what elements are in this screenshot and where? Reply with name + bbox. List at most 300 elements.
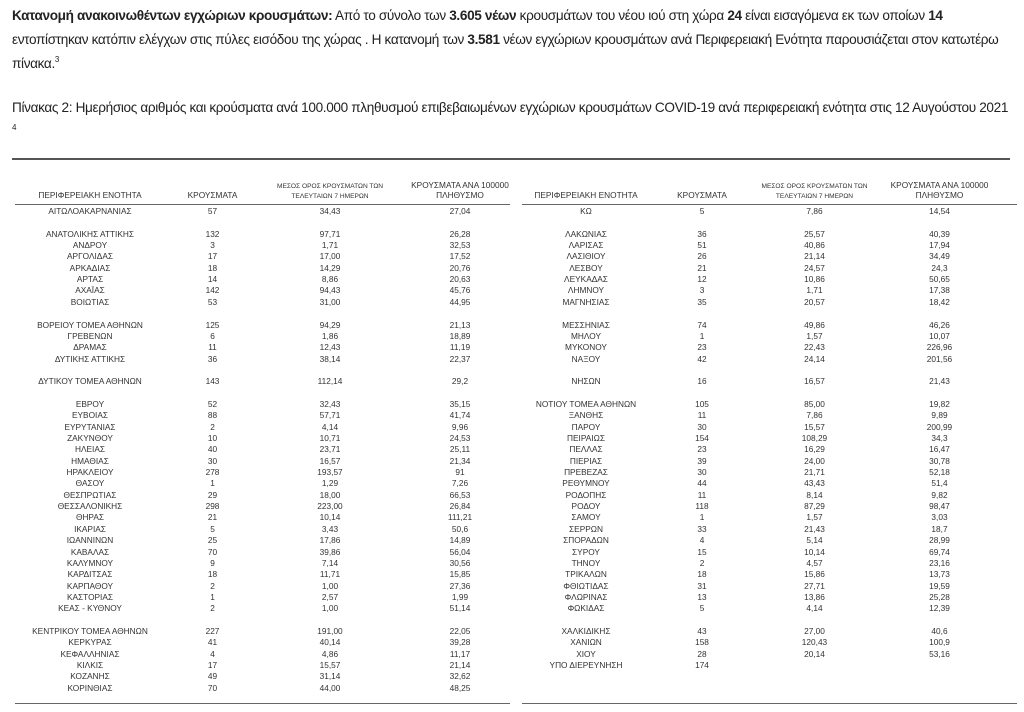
region-name: ΦΩΚΙΔΑΣ [567, 603, 605, 614]
avg-7-days: 2,57 [321, 591, 339, 602]
region-name: ΙΩΑΝΝΙΝΩΝ [66, 535, 114, 546]
region-name: ΑΡΓΟΛΙΔΑΣ [67, 251, 113, 262]
region-name: ΗΛΕΙΑΣ [74, 444, 106, 455]
cases-per-100k: 16,47 [929, 444, 950, 455]
header-cases: ΚΡΟΥΣΜΑΤΑ [677, 190, 727, 200]
avg-7-days: 85,00 [804, 398, 825, 409]
region-name: ΚΩ [580, 206, 592, 216]
cases: 74 [697, 319, 707, 330]
avg-7-days: 20,57 [804, 296, 825, 307]
region-name: ΚΑΛΥΜΝΟΥ [66, 557, 114, 568]
avg-7-days: 24,14 [804, 353, 825, 364]
cases: 1 [210, 478, 215, 489]
cases-per-100k: 24,3 [931, 262, 948, 273]
table-row [15, 274, 510, 285]
cases-per-100k: 40,6 [931, 625, 948, 636]
caption-text: Πίνακας 2: Ημερήσιος αριθμός και κρούσματα ανά 100.000 πληθυσμού επιβεβαιωμένων εγχώριων κρουσμάτων COVID-19 ανά περιφερειακή ενότητα στις 12 Αυγούστου 2021 [12, 100, 1009, 115]
cases: 3 [699, 285, 705, 296]
table-row [522, 512, 1017, 523]
cases: 36 [207, 353, 218, 364]
cases: 21 [207, 512, 218, 523]
cases-per-100k: 27,36 [449, 580, 471, 591]
cases-per-100k: 66,53 [449, 489, 471, 500]
cases-per-100k: 17,94 [929, 240, 950, 251]
table-row [15, 637, 510, 648]
avg-7-days: 15,57 [319, 660, 341, 670]
table-row [15, 206, 510, 217]
avg-7-days: 27,00 [804, 625, 825, 636]
cases-per-100k: 7,26 [451, 478, 469, 489]
cases-per-100k: 50,65 [929, 274, 950, 285]
cases: 5 [699, 206, 705, 216]
avg-7-days: 7,14 [321, 557, 339, 568]
table-row [15, 535, 510, 546]
region-name: ΘΕΣΣΑΛΟΝΙΚΗΣ [57, 501, 123, 512]
region-name: ΜΥΚΟΝΟΥ [565, 342, 607, 353]
header-cases-per-100k: ΚΡΟΥΣΜΑΤΑ ΑΝΑ 100000 ΠΛΗΘΥΣΜΟ [411, 180, 509, 200]
avg-7-days: 40,86 [804, 240, 825, 251]
region-name: ΘΗΡΑΣ [75, 512, 105, 523]
table-row [522, 660, 1017, 671]
table-row [522, 240, 1017, 251]
region-name: ΚΑΡΔΙΤΣΑΣ [67, 569, 113, 580]
cases: 3 [210, 240, 215, 251]
region-name: ΜΕΣΣΗΝΙΑΣ [562, 319, 610, 330]
table-row [15, 229, 510, 240]
cases: 53 [207, 296, 218, 307]
cases: 36 [697, 228, 707, 239]
region-name: ΡΟΔΟΠΗΣ [565, 489, 607, 500]
cases: 278 [205, 467, 220, 478]
avg-7-days: 10,86 [804, 274, 825, 285]
region-name: ΧΙΟΥ [576, 648, 596, 659]
total-cases: 3.605 νέων [449, 8, 517, 23]
table-row [15, 331, 510, 342]
cases-per-100k: 25,28 [929, 591, 950, 602]
avg-7-days: 23,71 [319, 444, 341, 455]
cases: 42 [697, 353, 707, 364]
region-name: ΚΕΝΤΡΙΚΟΥ ΤΟΜΕΑ ΑΘΗΝΩΝ [32, 625, 148, 636]
cases-per-100k: 21,13 [449, 319, 471, 330]
region-name: ΣΕΡΡΩΝ [569, 523, 603, 534]
cases-per-100k: 14,54 [929, 206, 950, 216]
cases: 39 [697, 455, 707, 466]
table-row [15, 320, 510, 331]
region-name: ΚΕΡΚΥΡΑΣ [68, 637, 112, 648]
cases-per-100k: 17,52 [449, 251, 471, 262]
table-row [522, 535, 1017, 546]
table-row [522, 581, 1017, 592]
cases: 29 [207, 489, 218, 500]
cases-per-100k: 20,76 [449, 262, 471, 273]
cases: 4 [699, 535, 705, 546]
table-row [522, 285, 1017, 296]
region-name: ΘΕΣΠΡΩΤΙΑΣ [63, 489, 117, 500]
region-name: ΗΜΑΘΙΑΣ [71, 455, 109, 466]
region-name: ΣΠΟΡΑΔΩΝ [563, 535, 609, 546]
cases-per-100k: 30,78 [929, 455, 950, 466]
cases: 16 [697, 376, 707, 387]
cases-per-100k: 69,74 [929, 546, 950, 557]
cases-per-100k: 34,49 [929, 251, 950, 262]
avg-7-days: 97,71 [319, 228, 341, 239]
cases: 23 [697, 444, 707, 455]
avg-7-days: 4,57 [806, 557, 823, 568]
cases: 14 [207, 274, 218, 285]
avg-7-days: 87,29 [804, 501, 825, 512]
header-cases-per-100k: ΚΡΟΥΣΜΑΤΑ ΑΝΑ 100000 ΠΛΗΘΥΣΜΟ [890, 180, 989, 200]
table-row [15, 660, 510, 671]
table-row [15, 478, 510, 489]
region-name: ΞΑΝΘΗΣ [568, 410, 604, 421]
table-row [522, 456, 1017, 467]
avg-7-days: 17,00 [319, 251, 341, 262]
region-name: ΛΗΜΝΟΥ [567, 285, 605, 296]
table-row [522, 206, 1017, 217]
avg-7-days: 18,00 [319, 489, 341, 500]
cases: 51 [697, 240, 707, 251]
avg-7-days: 21,71 [804, 467, 825, 478]
cases: 11 [697, 410, 707, 421]
cases-per-100k: 15,85 [449, 569, 471, 580]
cases: 33 [697, 523, 707, 534]
avg-7-days: 223,00 [317, 501, 343, 512]
avg-7-days: 94,43 [319, 285, 341, 296]
table-row [522, 569, 1017, 580]
cases: 57 [207, 206, 218, 216]
avg-7-days: 4,86 [321, 648, 339, 659]
cases-per-100k: 44,95 [449, 296, 471, 307]
table-row [15, 501, 510, 512]
cases: 125 [205, 319, 220, 330]
region-name: ΑΡΚΑΔΙΑΣ [69, 262, 111, 273]
cases-per-100k: 56,04 [449, 546, 471, 557]
cases-per-100k: 40,39 [929, 228, 950, 239]
avg-7-days: 14,29 [319, 262, 341, 273]
region-name: ΚΑΡΠΑΘΟΥ [66, 580, 114, 591]
cases-per-100k: 20,63 [449, 274, 471, 285]
avg-7-days: 49,86 [804, 319, 825, 330]
header-region-name: ΠΕΡΙΦΕΡΕΙΑΚΗ ΕΝΟΤΗΤΑ [38, 190, 142, 200]
divider [12, 158, 1010, 160]
avg-7-days: 5,14 [806, 535, 823, 546]
cases-per-100k: 22,37 [449, 353, 471, 364]
avg-7-days: 20,14 [804, 648, 825, 659]
table-row [522, 547, 1017, 558]
cases-per-100k: 35,15 [449, 398, 471, 409]
cases: 30 [207, 455, 218, 466]
table-row [15, 581, 510, 592]
avg-7-days: 13,86 [804, 591, 825, 602]
avg-7-days: 21,14 [804, 251, 825, 262]
table-row [522, 297, 1017, 308]
header-avg-7-days: ΜΕΣΟΣ ΟΡΟΣ ΚΡΟΥΣΜΑΤΩΝ ΤΩΝ ΤΕΛΕΥΤΑΙΩΝ 7 ΗΜΕΡΩΝ [761, 183, 868, 200]
region-name: ΛΑΣΙΘΙΟΥ [566, 251, 606, 262]
cases-per-100k: 11,19 [449, 342, 471, 353]
table-row [15, 547, 510, 558]
cases-per-100k: 26,28 [449, 228, 471, 239]
table-row [15, 683, 510, 694]
avg-7-days: 10,14 [804, 546, 825, 557]
avg-7-days: 12,43 [319, 342, 341, 353]
cases: 10 [207, 433, 218, 443]
avg-7-days: 17,86 [319, 535, 341, 546]
cases: 23 [697, 342, 707, 353]
avg-7-days: 38,14 [319, 353, 341, 364]
region-name: ΔΥΤΙΚΟΥ ΤΟΜΕΑ ΑΘΗΝΩΝ [38, 376, 142, 387]
cases: 17 [207, 251, 218, 262]
avg-7-days: 10,14 [319, 512, 341, 523]
cases: 70 [207, 546, 218, 557]
table-row [15, 490, 510, 501]
cases-per-100k: 32,62 [449, 671, 471, 682]
cases-per-100k: 51,14 [449, 603, 471, 614]
avg-7-days: 1,57 [806, 512, 823, 523]
table-row [15, 569, 510, 580]
avg-7-days: 1,00 [321, 603, 339, 614]
cases: 25 [207, 535, 218, 546]
cases-per-100k: 9,82 [931, 489, 948, 500]
avg-7-days: 15,86 [804, 569, 825, 580]
intro-paragraph [12, 4, 1012, 76]
cases: 13 [697, 591, 707, 602]
table-row [15, 603, 510, 614]
avg-7-days: 4,14 [321, 421, 339, 432]
region-name: ΔΡΑΜΑΣ [73, 342, 107, 353]
region-name: ΑΙΤΩΛΟΑΚΑΡΝΑΝΙΑΣ [48, 206, 132, 216]
table-row [522, 274, 1017, 285]
table-row [522, 229, 1017, 240]
table-row [522, 558, 1017, 569]
cases-per-100k: 50,6 [451, 523, 469, 534]
table-row [522, 490, 1017, 501]
intro-text: είναι εισαγόμενα εκ των οποίων [741, 8, 929, 23]
cases: 30 [697, 467, 707, 478]
avg-7-days: 4,14 [806, 603, 823, 614]
avg-7-days: 40,14 [319, 637, 341, 648]
cases-per-100k: 24,53 [449, 433, 471, 443]
cases: 88 [207, 410, 218, 421]
cases-per-100k: 25,11 [449, 444, 471, 455]
cases-per-100k: 1,99 [451, 591, 469, 602]
avg-7-days: 44,00 [319, 682, 341, 693]
cases: 5 [210, 523, 215, 534]
avg-7-days: 25,57 [804, 228, 825, 239]
avg-7-days: 34,43 [319, 206, 341, 216]
table-row [522, 603, 1017, 614]
region-name: ΜΑΓΝΗΣΙΑΣ [562, 296, 610, 307]
cases-per-100k: 14,89 [449, 535, 471, 546]
avg-7-days: 3,43 [321, 523, 339, 534]
region-name: ΤΗΝΟΥ [571, 557, 601, 568]
header-region-name: ΠΕΡΙΦΕΡΕΙΑΚΗ ΕΝΟΤΗΤΑ [534, 190, 638, 200]
cases: 1 [699, 512, 705, 523]
avg-7-days: 108,29 [801, 433, 828, 443]
table-row [522, 331, 1017, 342]
cases-per-100k: 10,07 [929, 330, 950, 341]
cases-per-100k: 30,56 [449, 557, 471, 568]
region-name: ΛΑΡΙΣΑΣ [568, 240, 604, 251]
cases: 12 [697, 274, 707, 285]
table-row [522, 354, 1017, 365]
avg-7-days: 15,57 [804, 421, 825, 432]
avg-7-days: 112,14 [317, 376, 343, 387]
table-row [522, 467, 1017, 478]
header-cases: ΚΡΟΥΣΜΑΤΑ [187, 190, 238, 200]
avg-7-days: 8,86 [321, 274, 339, 285]
table-row [522, 320, 1017, 331]
avg-7-days: 21,43 [804, 523, 825, 534]
region-name: ΧΑΝΙΩΝ [570, 637, 602, 648]
cases-per-100k: 22,05 [449, 625, 471, 636]
avg-7-days: 31,14 [319, 671, 341, 682]
region-name: ΚΙΛΚΙΣ [76, 660, 104, 670]
cases-per-100k: 41,74 [449, 410, 471, 421]
cases-per-100k: 27,04 [449, 206, 471, 216]
cases-per-100k: 17,38 [929, 285, 950, 296]
region-name: ΧΑΛΚΙΔΙΚΗΣ [561, 625, 611, 636]
avg-7-days: 94,29 [319, 319, 341, 330]
cases: 1 [699, 330, 705, 341]
table-row [15, 524, 510, 535]
cases: 227 [205, 625, 220, 636]
region-name: ΔΥΤΙΚΗΣ ΑΤΤΙΚΗΣ [54, 353, 126, 364]
region-name: ΠΙΕΡΙΑΣ [569, 455, 603, 466]
cases-per-100k: 23,16 [929, 557, 950, 568]
avg-7-days: 24,57 [804, 262, 825, 273]
table-row [15, 444, 510, 455]
avg-7-days: 193,57 [317, 467, 343, 478]
domestic-cases: 3.581 [467, 32, 500, 47]
region-name: ΙΚΑΡΙΑΣ [74, 523, 106, 534]
avg-7-days: 120,43 [801, 637, 828, 648]
region-name: ΑΝΔΡΟΥ [72, 240, 108, 251]
region-name: ΑΡΤΑΣ [76, 274, 104, 285]
region-name: ΚΟΡΙΝΘΙΑΣ [67, 682, 113, 693]
region-name: ΦΘΙΩΤΙΔΑΣ [563, 580, 609, 591]
intro-text: νέων εγχώριων κρουσμάτων ανά Περιφερειακή Ενότητα παρουσιάζεται στον κατωτέρω πίνακα. [12, 32, 999, 71]
cases: 4 [210, 648, 215, 659]
cases: 30 [697, 421, 707, 432]
cases: 142 [205, 285, 220, 296]
cases-per-100k: 51,4 [931, 478, 948, 489]
avg-7-days: 1,00 [321, 580, 339, 591]
region-name: ΚΑΒΑΛΑΣ [70, 546, 110, 557]
cases-per-100k: 48,25 [449, 682, 471, 693]
cases: 17 [207, 660, 218, 670]
region-name: ΠΑΡΟΥ [571, 421, 601, 432]
bottom-rule [522, 703, 1017, 704]
region-name: ΛΕΥΚΑΔΑΣ [564, 274, 608, 285]
header-avg-7-days: ΜΕΣΟΣ ΟΡΟΣ ΚΡΟΥΣΜΑΤΩΝ ΤΩΝ ΤΕΛΕΥΤΑΙΩΝ 7 ΗΜΕΡΩΝ [276, 183, 384, 200]
table-row [15, 467, 510, 478]
cases: 26 [697, 251, 707, 262]
region-name: ΑΧΑΪΑΣ [75, 285, 105, 296]
intro-text: κρουσμάτων του νέου ιού στη χώρα [516, 8, 728, 23]
cases-per-100k: 12,39 [929, 603, 950, 614]
table-row [15, 342, 510, 353]
intro-lead: Κατανομή ανακοινωθέντων εγχώριων κρουσμάτων: [12, 8, 333, 23]
avg-7-days: 11,71 [319, 569, 341, 580]
table-left [15, 176, 510, 706]
cases-per-100k: 18,7 [931, 523, 948, 534]
region-name: ΝΟΤΙΟΥ ΤΟΜΕΑ ΑΘΗΝΩΝ [535, 398, 637, 409]
cases: 154 [695, 433, 709, 443]
table-row [15, 251, 510, 262]
table-row [522, 478, 1017, 489]
cases-per-100k: 32,53 [449, 240, 471, 251]
cases: 9 [210, 557, 215, 568]
cases: 118 [695, 501, 709, 512]
table-row [15, 399, 510, 410]
region-name: ΕΥΡΥΤΑΝΙΑΣ [64, 421, 116, 432]
avg-7-days: 22,43 [804, 342, 825, 353]
avg-7-days: 16,29 [804, 444, 825, 455]
cases-per-100k: 100,9 [929, 637, 950, 648]
cases: 158 [695, 637, 709, 648]
region-name: ΝΗΣΩΝ [571, 376, 601, 387]
table-row [15, 671, 510, 682]
cases: 2 [210, 421, 215, 432]
avg-7-days: 24,00 [804, 455, 825, 466]
region-name: ΒΟΙΩΤΙΑΣ [70, 296, 110, 307]
region-name: ΦΛΩΡΙΝΑΣ [564, 591, 608, 602]
cases-per-100k: 53,16 [929, 648, 950, 659]
table-row [15, 263, 510, 274]
avg-7-days: 57,71 [319, 410, 341, 421]
footnote-ref: 4 [12, 123, 17, 132]
region-name: ΖΑΚΥΝΘΟΥ [67, 433, 113, 443]
cases-per-100k: 21,43 [929, 376, 950, 387]
cases: 5 [699, 603, 705, 614]
cases: 21 [697, 262, 707, 273]
border-cases: 14 [928, 8, 943, 23]
table-row [15, 558, 510, 569]
cases-per-100k: 9,96 [451, 421, 469, 432]
cases: 11 [697, 489, 707, 500]
table-row [15, 297, 510, 308]
table-row [15, 433, 510, 444]
table-row [522, 399, 1017, 410]
cases: 18 [207, 569, 218, 580]
cases-per-100k: 21,34 [449, 455, 471, 466]
cases: 15 [697, 546, 707, 557]
cases-per-100k: 9,89 [931, 410, 948, 421]
table-row [522, 626, 1017, 637]
region-name: ΚΟΖΑΝΗΣ [70, 671, 110, 682]
cases: 31 [697, 580, 707, 591]
cases: 11 [208, 342, 217, 353]
table-row [15, 626, 510, 637]
avg-7-days: 7,86 [806, 206, 823, 216]
avg-7-days: 1,71 [321, 240, 339, 251]
region-name: ΚΕΦΑΛΛΗΝΙΑΣ [60, 648, 120, 659]
cases-per-100k: 34,3 [931, 433, 948, 443]
avg-7-days: 7,86 [806, 410, 823, 421]
table-row [522, 263, 1017, 274]
cases-per-100k: 46,26 [929, 319, 950, 330]
avg-7-days: 31,00 [319, 296, 341, 307]
cases: 105 [695, 398, 709, 409]
table-row [15, 376, 510, 387]
cases: 70 [207, 682, 218, 693]
avg-7-days: 32,43 [319, 398, 341, 409]
cases: 2 [210, 580, 215, 591]
cases: 40 [207, 444, 218, 455]
table-row [15, 285, 510, 296]
avg-7-days: 10,71 [319, 433, 341, 443]
table-row [522, 637, 1017, 648]
